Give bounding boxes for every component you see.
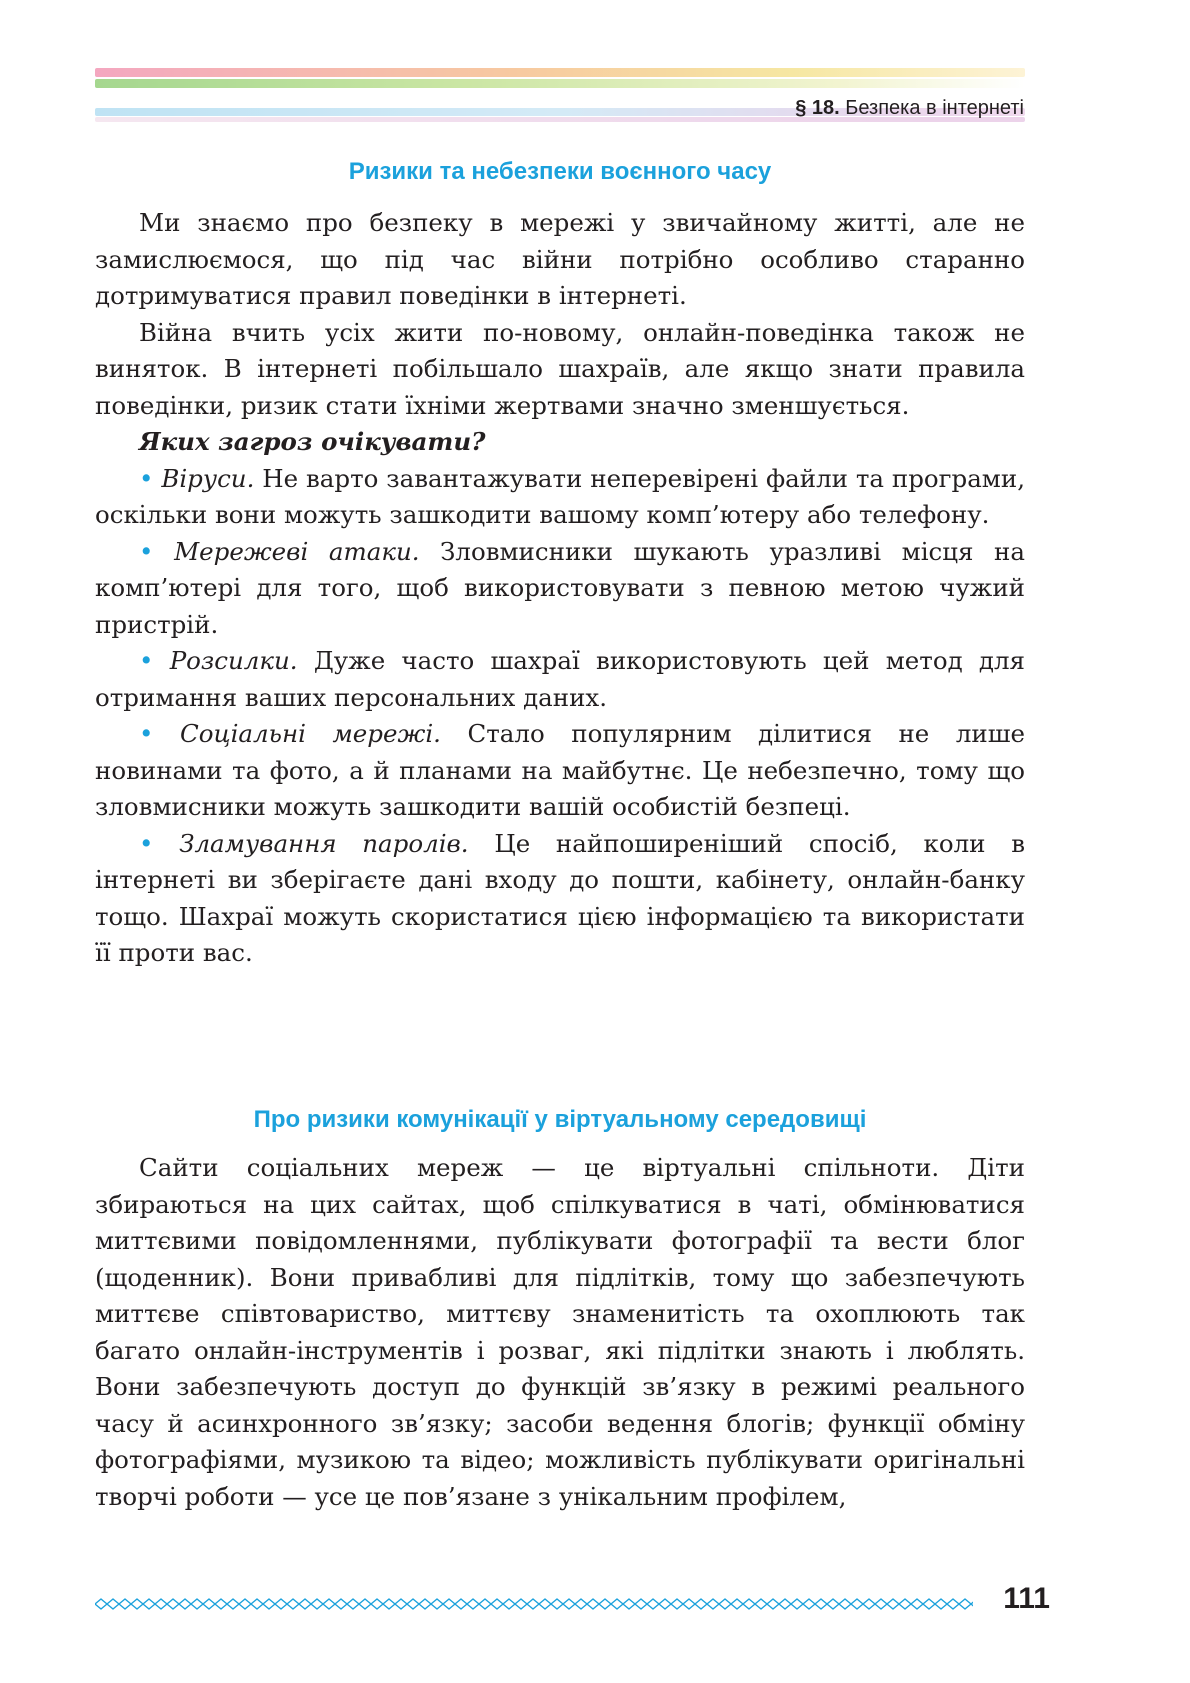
bullet-text: Дуже часто шахраї використовують цей метод для отримання ваших персональних даних. <box>95 646 1025 712</box>
bullet-item-social-networks <box>95 716 1025 826</box>
section-running-title: Безпека в інтернеті <box>845 97 1024 119</box>
bullet-item-network-attacks <box>95 534 1025 644</box>
bullet-item-mailings <box>95 643 1025 716</box>
bullet-term: Мережеві атаки. <box>174 536 420 566</box>
section-number: § 18. <box>795 97 840 119</box>
bullet-term: Розсилки. <box>169 646 298 675</box>
section-title-virtual-communication: Про ризики комунікації у віртуальному середовищі <box>253 1106 867 1133</box>
bullet-text: Це найпоширеніший спосіб, коли в інтернеті ви зберігаєте дані входу до пошти, кабінету, онлайн-банку тощо. Шахраї можуть скористатися цією інформацією та використати її проти вас. <box>95 828 1025 967</box>
page-number: 111 <box>1003 1582 1050 1615</box>
bullet-item-password-cracking <box>95 826 1025 972</box>
header-bar-green <box>95 79 1025 88</box>
bullet-text: Не варто завантажувати неперевірені файли та програми, оскільки вони можуть зашкодити вашому комп’ютеру або телефону. <box>95 463 1025 529</box>
bullet-term: Соціальні мережі. <box>180 719 441 748</box>
bullet-dot-icon: • <box>139 719 154 748</box>
paragraph: Сайти соціальних мереж — це віртуальні спільноти. Діти збираються на цих сайтах, щоб спілкуватися в чаті, обмінюватися миттєвими повідомленнями, публікувати фотографії та вести блог (щоденник). Вони привабливі для підлітків, тому що забезпечують миттєве співтовариство, миттєву знаменитість та охоплюють так багато онлайн-інструментів і розваг, які підлітки знають і люблять. Вони забезпечують доступ до функцій зв’язку в режимі реального часу й асинхронного зв’язку; засоби ведення блогів; функції обміну фотографіями, музикою та відео; можливість публікувати оригінальні творчі роботи — усе це пов’язане з унікальним профілем, <box>95 1153 1025 1511</box>
section-title-wartime-risks: Ризики та небезпеки воєнного часу <box>348 158 772 185</box>
section1-body <box>95 205 1025 972</box>
bullet-dot-icon: • <box>139 828 154 858</box>
bullet-dot-icon: • <box>139 646 154 675</box>
paragraph: Ми знаємо про безпеку в мережі у звичайному житті, але не замислюємося, що під час війни потрібно особливо старанно дотримуватися правил поведінки в інтернеті. <box>95 208 1025 310</box>
section2-body <box>95 1150 1025 1515</box>
header-bar-pink <box>95 68 1025 77</box>
running-head <box>795 97 1024 120</box>
bullet-dot-icon: • <box>139 536 154 566</box>
bullet-item-viruses <box>95 461 1025 534</box>
bullet-text: Зловмисники шукають уразливі місця на комп’ютері для того, щоб використовувати з певною метою чужий пристрій. <box>95 536 1025 639</box>
footer-decorative-chain <box>95 1597 973 1611</box>
bullet-term: Зламування паролів. <box>179 828 469 858</box>
question-heading <box>95 424 1025 461</box>
bullet-text: Стало популярним ділитися не лише новинами та фото, а й планами на майбутнє. Це небезпечно, тому що зловмисники можуть зашкодити вашій особистій безпеці. <box>95 719 1025 821</box>
bullet-term: Віруси. <box>161 463 255 493</box>
bullet-dot-icon: • <box>139 463 154 493</box>
threats-question: Яких загроз очікувати? <box>139 427 486 456</box>
paragraph: Війна вчить усіх жити по-новому, онлайн-поведінка також не виняток. В інтернеті побільшало шахраїв, але якщо знати правила поведінки, ризик стати їхніми жертвами значно зменшується. <box>95 317 1025 420</box>
